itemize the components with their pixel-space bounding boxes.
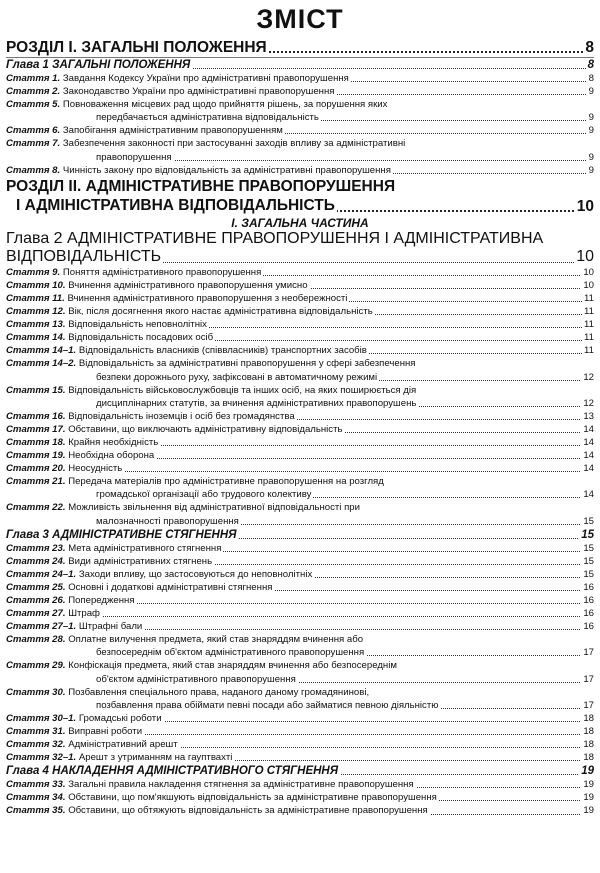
article-entry — [6, 621, 144, 632]
page-number: 12 — [583, 371, 594, 383]
article-entry — [6, 569, 314, 580]
article-label: Стаття 10. — [6, 279, 66, 291]
heading-line-1: РОЗДІЛ ІІ. АДМІНІСТРАТИВНЕ ПРАВОПОРУШЕННЯ — [6, 177, 396, 195]
article-title: Адміністративний арешт — [68, 739, 178, 751]
article-label: Стаття 33. — [6, 779, 66, 791]
article-title: Види адміністративних стягнень — [68, 555, 213, 567]
article-row — [6, 568, 594, 581]
article-label: Стаття 18. — [6, 436, 66, 448]
article-title-cont: об'єктом адміністративного правопорушення — [96, 673, 296, 685]
article-title-cont: правопорушення — [96, 151, 172, 163]
article-row — [6, 555, 594, 568]
article-title: Вік, після досягнення якого настає адміністративна відповідальність — [68, 306, 373, 318]
article-row-cont — [6, 151, 594, 164]
article-title: Основні і додаткові адміністративні стягнення — [68, 581, 273, 593]
article-row — [6, 633, 594, 646]
article-label: Стаття 20. — [6, 463, 66, 475]
article-title: Обставини, що виключають адміністративну відповідальність — [68, 423, 343, 435]
article-title: Повноваження місцевих рад щодо прийняття рішень, за порушення яких — [62, 99, 388, 111]
chapter-title: Глава 1 ЗАГАЛЬНІ ПОЛОЖЕННЯ — [6, 59, 191, 71]
page-number: 8 — [588, 73, 594, 84]
article-label: Стаття 27. — [6, 608, 66, 620]
page-number: 10 — [583, 279, 594, 291]
article-label: Стаття 25. — [6, 581, 66, 593]
article-title: Крайня необхідність — [68, 436, 159, 448]
page-number: 17 — [583, 699, 594, 711]
article-entry — [6, 86, 336, 97]
article-entry — [6, 502, 362, 513]
article-row — [6, 686, 594, 699]
page-number: 18 — [583, 739, 594, 751]
page-number: 10 — [583, 266, 594, 278]
page-number: 13 — [583, 410, 594, 422]
article-entry — [6, 792, 439, 803]
page-number: 10 — [576, 247, 594, 265]
page-number: 19 — [581, 765, 594, 778]
article-row — [6, 137, 594, 150]
chapter2-row-cont — [6, 248, 594, 266]
page-number: 14 — [583, 450, 594, 462]
part-heading: І. ЗАГАЛЬНА ЧАСТИНА — [231, 215, 369, 230]
article-label: Стаття 1. — [6, 73, 61, 84]
article-label: Стаття 32–1. — [6, 752, 77, 764]
article-entry — [6, 543, 223, 554]
article-entry — [6, 424, 345, 435]
page-number: 15 — [583, 515, 594, 527]
article-row-cont — [6, 111, 594, 124]
article-entry — [6, 556, 214, 567]
article-title: Загальні правила накладення стягнення за адміністративне правопорушення — [68, 779, 414, 791]
article-row — [6, 659, 594, 672]
page-number: 11 — [584, 292, 594, 304]
article-entry — [6, 726, 144, 737]
article-title: Запобігання адміністративним правопорушенням — [62, 125, 283, 137]
article-title: Арешт з утриманням на гауптвахті — [78, 752, 233, 764]
article-title: Відповідальність власників (співвласників) транспортних засобів — [78, 345, 367, 357]
page-number: 11 — [584, 306, 594, 318]
article-row — [6, 581, 594, 594]
article-title: Обставини, що пом'якшують відповідальність за адміністративне правопорушення — [68, 792, 437, 804]
article-label: Стаття 24. — [6, 555, 66, 567]
article-row — [6, 751, 594, 764]
article-row — [6, 384, 594, 397]
article-label: Стаття 14. — [6, 332, 66, 344]
section-row — [6, 38, 594, 57]
article-row — [6, 279, 594, 292]
article-row-cont — [6, 371, 594, 384]
article-row — [6, 72, 594, 85]
article-label: Стаття 21. — [6, 476, 66, 488]
page-number: 18 — [583, 752, 594, 764]
article-title: Позбавлення спеціального права, наданого даному громадянинові, — [68, 686, 370, 698]
page-number: 12 — [583, 397, 594, 409]
article-entry — [6, 385, 418, 396]
article-row — [6, 85, 594, 98]
article-entry — [6, 582, 274, 593]
article-title: Відповідальність іноземців і осіб без громадянства — [68, 410, 295, 422]
article-title: Громадські роботи — [78, 712, 162, 724]
article-label: Стаття 30–1. — [6, 712, 77, 724]
article-label: Стаття 29. — [6, 660, 66, 672]
article-label: Стаття 7. — [6, 138, 61, 150]
page-number: 16 — [583, 621, 594, 633]
article-row-cont — [6, 488, 594, 501]
article-label: Стаття 16. — [6, 410, 66, 422]
article-row — [6, 124, 594, 137]
article-entry — [6, 280, 310, 291]
article-row — [6, 410, 594, 423]
article-entry — [6, 332, 215, 343]
article-row-cont — [6, 646, 594, 659]
article-label: Стаття 14–1. — [6, 345, 77, 357]
article-row — [6, 292, 594, 305]
article-row — [6, 620, 594, 633]
article-entry — [6, 73, 351, 84]
article-entry — [6, 319, 209, 330]
chapter-row — [6, 528, 594, 542]
section2-row-cont — [6, 196, 594, 216]
article-row — [6, 331, 594, 344]
article-title: Оплатне вилучення предмета, який став знаряддям вчинення або — [68, 634, 364, 646]
article-row — [6, 164, 594, 177]
article-label: Стаття 15. — [6, 384, 66, 396]
page-number: 11 — [584, 332, 594, 344]
article-title: Завдання Кодексу України про адміністративні правопорушення — [62, 73, 349, 84]
article-row-cont — [6, 397, 594, 410]
page-number: 17 — [583, 647, 594, 659]
article-label: Стаття 2. — [6, 86, 61, 98]
page-number: 16 — [583, 581, 594, 593]
article-row — [6, 804, 594, 817]
page-number: 14 — [583, 423, 594, 435]
page-number: 14 — [583, 489, 594, 501]
article-label: Стаття 23. — [6, 542, 66, 554]
article-title: Відповідальність військовослужбовців та інших осіб, на яких поширюється дія — [68, 384, 417, 396]
page-number: 10 — [576, 197, 594, 215]
article-title: Чинність закону про відповідальність за адміністративні правопорушення — [62, 164, 391, 176]
page-number: 11 — [584, 345, 594, 357]
page-number: 9 — [588, 112, 594, 124]
article-title: Мета адміністративного стягнення — [68, 542, 222, 554]
heading-line-2: І АДМІНІСТРАТИВНА ВІДПОВІДАЛЬНІСТЬ — [16, 196, 335, 214]
page-number: 9 — [588, 151, 594, 163]
article-label: Стаття 6. — [6, 125, 61, 137]
article-entry — [6, 450, 156, 461]
article-title: Конфіскація предмета, який став знаряддям вчинення або безпосереднім — [68, 660, 397, 672]
article-row — [6, 266, 594, 279]
article-label: Стаття 32. — [6, 739, 66, 751]
chapter2-row — [6, 230, 594, 248]
article-label: Стаття 28. — [6, 634, 66, 646]
article-entry — [6, 437, 160, 448]
article-label: Стаття 12. — [6, 306, 66, 318]
chapter-title: Глава 3 АДМІНІСТРАТИВНЕ СТЯГНЕННЯ — [6, 528, 237, 541]
article-title-cont: дисциплінарних статутів, за вчинення адміністративних правопорушень — [96, 397, 417, 409]
article-row — [6, 501, 594, 514]
page-number: 14 — [583, 436, 594, 448]
article-label: Стаття 13. — [6, 319, 66, 331]
page-title: ЗМІСТ — [256, 4, 344, 34]
article-entry — [6, 345, 369, 356]
article-entry — [6, 476, 386, 487]
page-number: 15 — [581, 528, 594, 541]
article-row — [6, 98, 594, 111]
heading-line-2: ВІДПОВІДАЛЬНІСТЬ — [6, 247, 162, 265]
page-number: 16 — [583, 595, 594, 606]
article-entry — [6, 634, 365, 645]
article-entry — [6, 805, 430, 816]
article-row — [6, 607, 594, 620]
article-row — [6, 791, 594, 804]
article-row — [6, 344, 594, 357]
article-row — [6, 462, 594, 475]
heading-line-1: Глава 2 АДМІНІСТРАТИВНЕ ПРАВОПОРУШЕННЯ І АДМІНІСТРАТИВНА — [6, 229, 544, 247]
article-label: Стаття 9. — [6, 266, 61, 278]
page-number: 9 — [588, 86, 594, 98]
page-number: 16 — [583, 608, 594, 620]
page-number: 15 — [583, 542, 594, 554]
article-title: Відповідальність посадових осіб — [68, 332, 214, 344]
article-label: Стаття 26. — [6, 595, 66, 606]
article-title: Штрафні бали — [78, 621, 143, 633]
article-entry — [6, 595, 137, 606]
article-row-cont — [6, 673, 594, 686]
table-of-contents — [6, 38, 594, 818]
article-entry — [6, 739, 180, 750]
article-entry — [6, 293, 349, 304]
page-number: 18 — [583, 725, 594, 737]
page-number: 14 — [583, 463, 594, 475]
article-title-cont: громадської організації або трудового колективу — [96, 489, 312, 501]
article-row — [6, 542, 594, 555]
section-title: РОЗДІЛ І. ЗАГАЛЬНІ ПОЛОЖЕННЯ — [6, 39, 267, 56]
article-title: Попередження — [68, 595, 135, 606]
article-title: Законодавство України про адміністративні правопорушення — [62, 86, 335, 98]
article-row — [6, 423, 594, 436]
article-label: Стаття 8. — [6, 164, 61, 176]
article-row — [6, 475, 594, 488]
article-label: Стаття 30. — [6, 686, 66, 698]
article-title-cont: передбачається адміністративна відповідальність — [96, 112, 319, 124]
page-number: 17 — [583, 673, 594, 685]
chapter-row — [6, 764, 594, 778]
article-row — [6, 738, 594, 751]
page-number: 8 — [587, 59, 594, 71]
article-entry — [6, 125, 285, 136]
page-number: 19 — [583, 805, 594, 817]
article-entry — [6, 779, 416, 790]
article-entry — [6, 358, 417, 369]
article-row — [6, 712, 594, 725]
page-number: 9 — [588, 125, 594, 137]
article-row — [6, 318, 594, 331]
article-title: Поняття адміністративного правопорушення — [62, 266, 262, 278]
article-entry — [6, 165, 393, 176]
article-label: Стаття 11. — [6, 292, 65, 304]
article-label: Стаття 31. — [6, 725, 66, 737]
page-number: 19 — [583, 779, 594, 791]
article-row — [6, 778, 594, 791]
section2-row — [6, 177, 594, 196]
article-title: Неосудність — [68, 463, 123, 475]
article-title: Обставини, що обтяжують відповідальність за адміністративне правопорушення — [68, 805, 428, 817]
article-entry — [6, 608, 102, 619]
chapter-title: Глава 4 НАКЛАДЕННЯ АДМІНІСТРАТИВНОГО СТЯГНЕННЯ — [6, 765, 339, 778]
article-title: Виправні роботи — [68, 725, 143, 737]
article-row — [6, 436, 594, 449]
article-title-cont: малозначності правопорушення — [96, 515, 239, 527]
article-row — [6, 305, 594, 318]
chapter-row — [6, 58, 594, 72]
article-label: Стаття 14–2. — [6, 358, 77, 370]
article-title: Вчинення адміністративного правопорушення умисно — [68, 279, 308, 291]
article-entry — [6, 99, 389, 110]
article-label: Стаття 17. — [6, 423, 66, 435]
article-row-cont — [6, 515, 594, 528]
article-title: Заходи впливу, що застосовуються до неповнолітніх — [78, 568, 313, 580]
page-number: 9 — [588, 164, 594, 176]
article-entry — [6, 713, 164, 724]
page-number: 15 — [583, 555, 594, 567]
article-entry — [6, 463, 124, 474]
article-title: Штраф — [68, 608, 100, 620]
article-title: Можливість звільнення від адміністративної відповідальності при — [68, 502, 360, 514]
page-number: 19 — [583, 792, 594, 804]
article-title: Передача матеріалів про адміністративне правопорушення на розгляд — [68, 476, 384, 488]
article-entry — [6, 660, 399, 671]
article-label: Стаття 24–1. — [6, 568, 77, 580]
article-title-cont: безпеки дорожнього руху, зафіксовані в автоматичному режимі — [96, 371, 378, 383]
article-entry — [6, 306, 375, 317]
article-label: Стаття 27–1. — [6, 621, 77, 633]
article-title: Відповідальність за адміністративні правопорушення у сфері забезпечення — [78, 358, 416, 370]
article-title: Забезпечення законності при застосуванні заходів впливу за адміністративні — [62, 138, 406, 150]
article-title-cont: безпосереднім об'єктом адміністративного правопорушення — [96, 647, 365, 659]
article-title-cont: позбавлення права обіймати певні посади або займатися певною діяльністю — [96, 699, 439, 711]
page-number: 11 — [584, 319, 594, 331]
article-entry — [6, 138, 407, 149]
article-label: Стаття 5. — [6, 99, 61, 111]
article-title: Вчинення адміністративного правопорушення з необережності — [67, 292, 348, 304]
article-row — [6, 725, 594, 738]
article-row — [6, 449, 594, 462]
article-label: Стаття 19. — [6, 450, 66, 462]
article-label: Стаття 35. — [6, 805, 66, 817]
article-title: Відповідальність неповнолітніх — [68, 319, 207, 331]
article-title: Необхідна оборона — [68, 450, 155, 462]
article-row — [6, 357, 594, 370]
article-label: Стаття 22. — [6, 502, 66, 514]
article-label: Стаття 34. — [6, 792, 66, 804]
article-entry — [6, 752, 234, 763]
article-entry — [6, 267, 263, 278]
article-row-cont — [6, 699, 594, 712]
article-row — [6, 594, 594, 607]
article-entry — [6, 411, 297, 422]
page-number: 15 — [583, 568, 594, 580]
page-number: 18 — [583, 712, 594, 724]
page-number: 8 — [585, 39, 594, 56]
article-entry — [6, 687, 371, 698]
